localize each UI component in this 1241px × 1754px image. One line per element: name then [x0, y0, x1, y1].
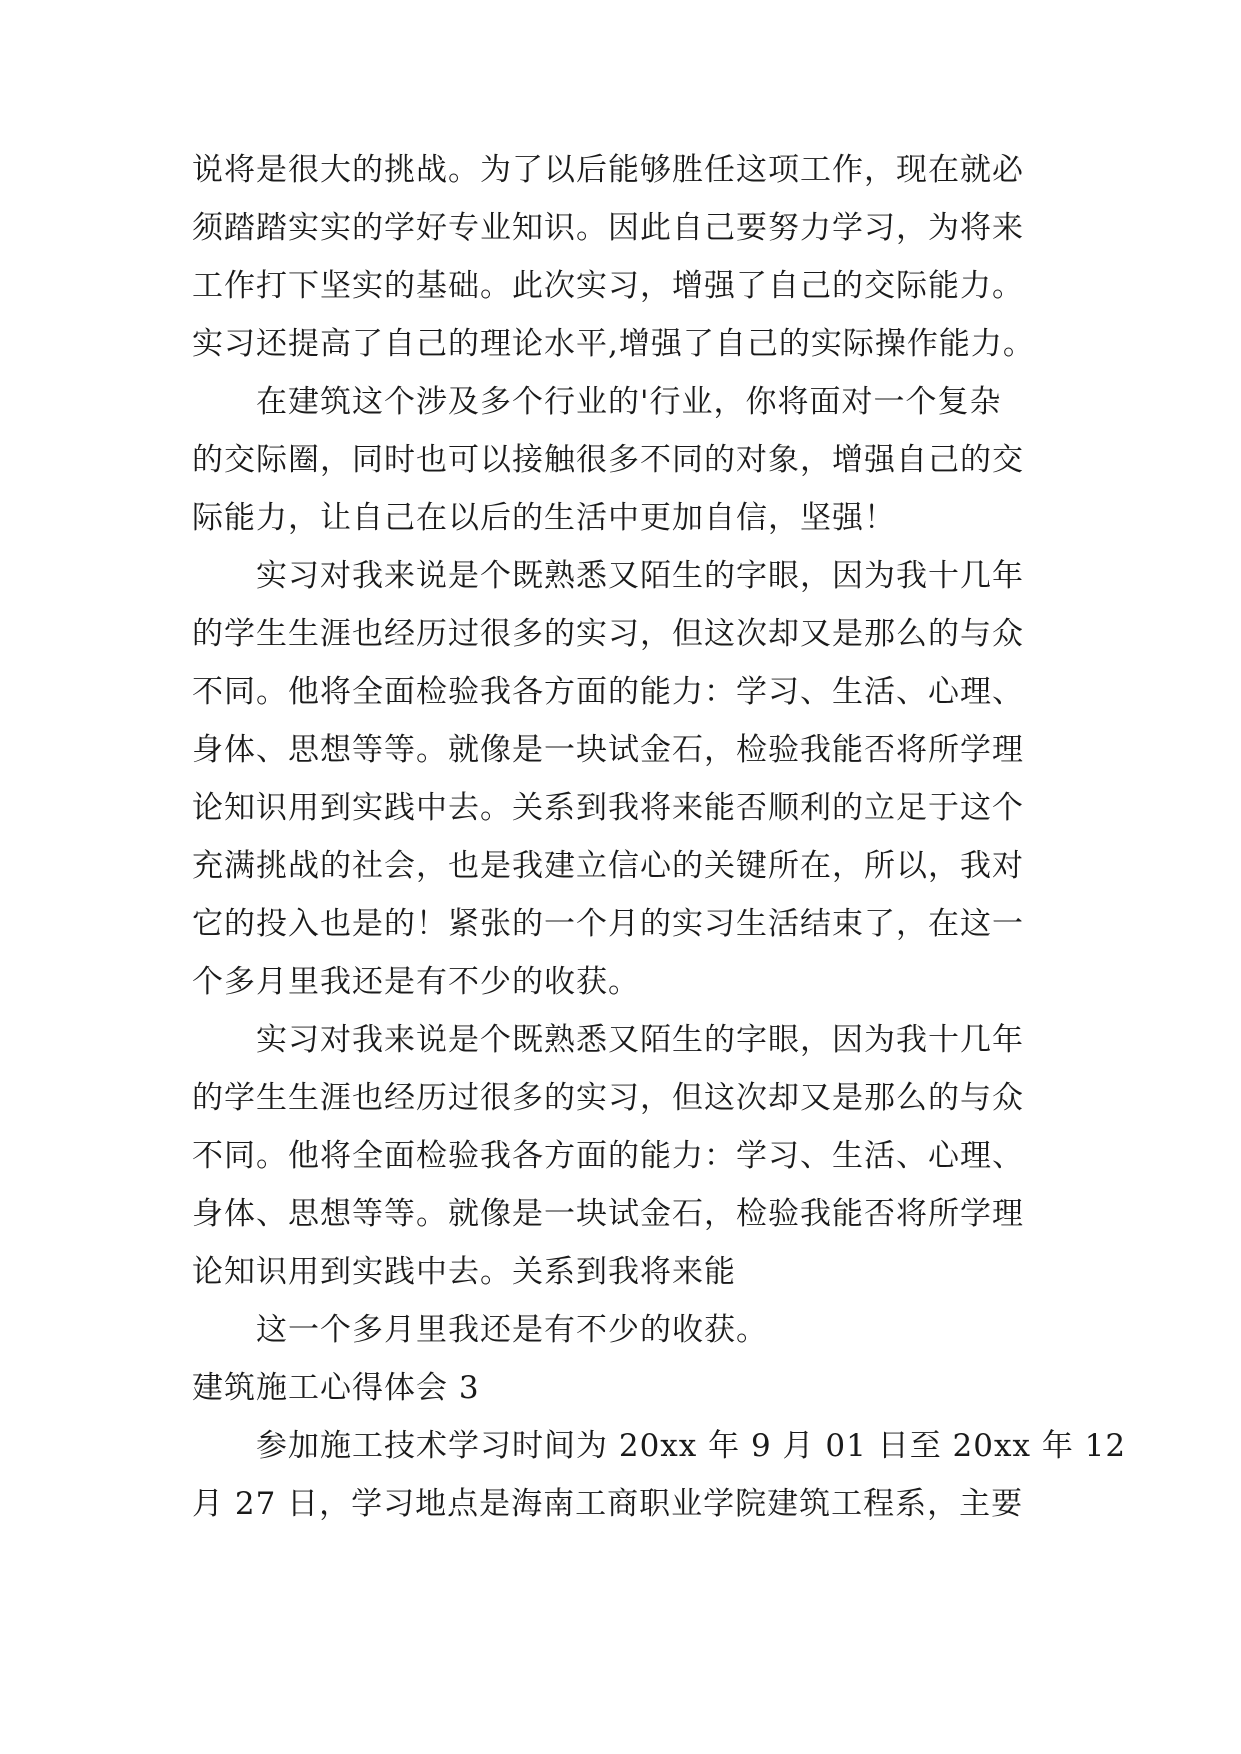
- text-line: 身体、思想等等。就像是一块试金石，检验我能否将所学理: [192, 732, 1024, 768]
- text-line: 的交际圈，同时也可以接触很多不同的对象，增强自己的交: [192, 442, 1024, 478]
- text-line: 论知识用到实践中去。关系到我将来能否顺利的立足于这个: [192, 790, 1024, 826]
- section-heading: 建筑施工心得体会 3: [192, 1370, 480, 1406]
- text-line: 它的投入也是的！紧张的一个月的实习生活结束了，在这一: [192, 906, 1024, 942]
- paragraph-first-line: 这一个多月里我还是有不少的收获。: [256, 1312, 768, 1348]
- text-line: 的学生生涯也经历过很多的实习，但这次却又是那么的与众: [192, 1080, 1024, 1116]
- text-line: 论知识用到实践中去。关系到我将来能: [192, 1254, 736, 1290]
- text-line: 须踏踏实实的学好专业知识。因此自己要努力学习，为将来: [192, 210, 1024, 246]
- text-line: 月 27 日，学习地点是海南工商职业学院建筑工程系，主要: [192, 1486, 1024, 1522]
- text-line: 不同。他将全面检验我各方面的能力：学习、生活、心理、: [192, 1138, 1024, 1174]
- text-line: 充满挑战的社会，也是我建立信心的关键所在，所以，我对: [192, 848, 1024, 884]
- paragraph-first-line: 实习对我来说是个既熟悉又陌生的字眼，因为我十几年: [256, 558, 1024, 594]
- text-line: 工作打下坚实的基础。此次实习，增强了自己的交际能力。: [192, 268, 1024, 304]
- text-line: 的学生生涯也经历过很多的实习，但这次却又是那么的与众: [192, 616, 1024, 652]
- text-line: 说将是很大的挑战。为了以后能够胜任这项工作，现在就必: [192, 152, 1024, 188]
- paragraph-first-line: 实习对我来说是个既熟悉又陌生的字眼，因为我十几年: [256, 1022, 1024, 1058]
- text-line: 实习还提高了自己的理论水平,增强了自己的实际操作能力。: [192, 326, 1035, 362]
- paragraph-first-line: 在建筑这个涉及多个行业的'行业，你将面对一个复杂: [256, 384, 1002, 420]
- text-line: 际能力，让自己在以后的生活中更加自信，坚强！: [192, 500, 896, 536]
- text-line: 个多月里我还是有不少的收获。: [192, 964, 640, 1000]
- text-line: 身体、思想等等。就像是一块试金石，检验我能否将所学理: [192, 1196, 1024, 1232]
- paragraph-first-line: 参加施工技术学习时间为 20xx 年 9 月 01 日至 20xx 年 12: [256, 1428, 1127, 1464]
- text-line: 不同。他将全面检验我各方面的能力：学习、生活、心理、: [192, 674, 1024, 710]
